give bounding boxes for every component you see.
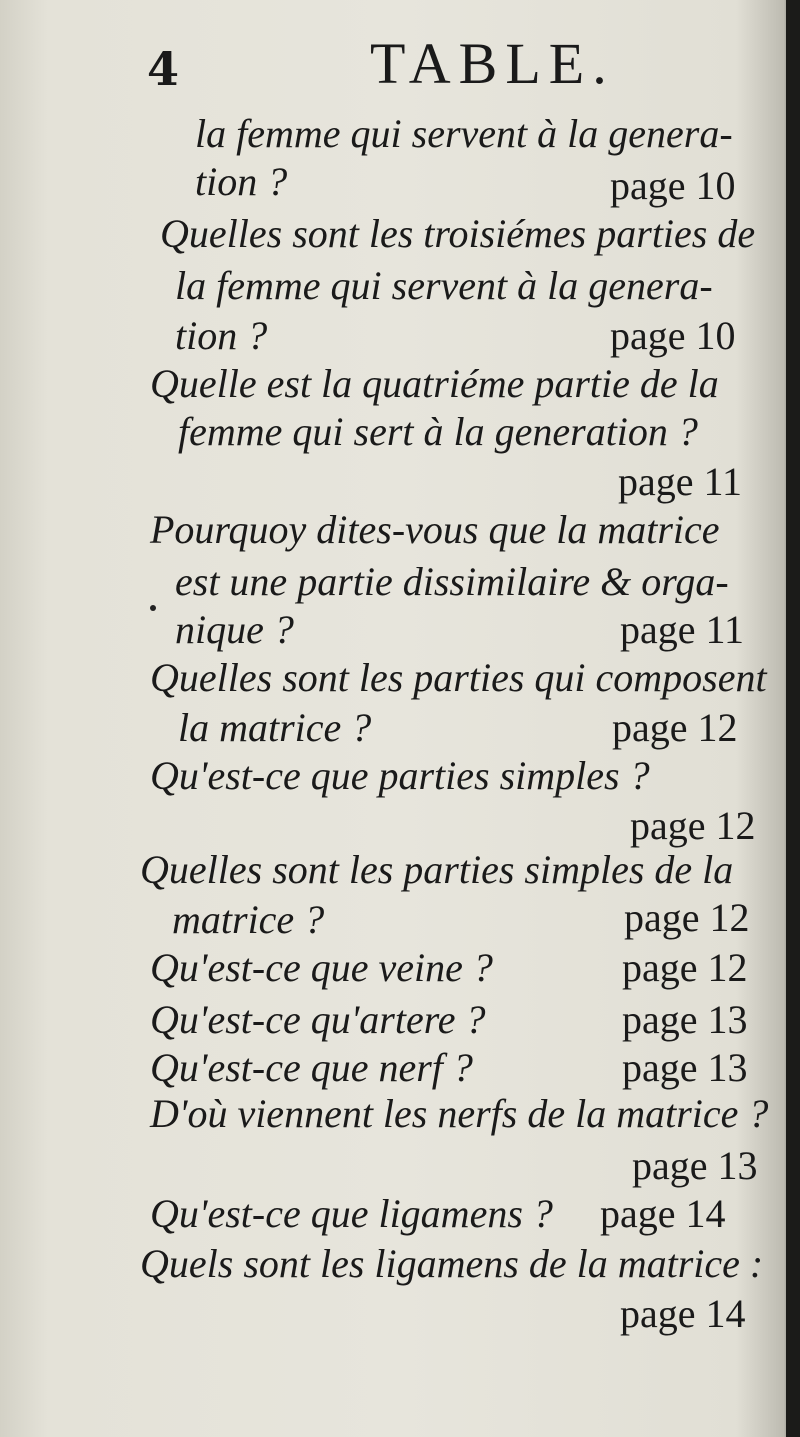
page-ref: page 13 — [622, 997, 748, 1042]
entry-line: tion ? — [195, 159, 288, 204]
entry-line: Qu'est-ce que ligamens ? — [150, 1191, 553, 1236]
ink-mark — [150, 605, 156, 611]
folio-number: 4 — [147, 42, 180, 96]
page-ref: page 10 — [610, 313, 736, 358]
page-ref: page 14 — [600, 1191, 726, 1236]
page-ref: page 11 — [620, 607, 745, 652]
entry-line: Quelles sont les troisiémes parties de — [160, 211, 756, 256]
page-ref: page 10 — [610, 163, 736, 208]
entry-line: femme qui sert à la generation ? — [178, 409, 698, 454]
entry-line: Quelle est la quatriéme partie de la — [150, 361, 719, 406]
entry-line: la femme qui servent à la genera- — [175, 263, 713, 308]
page-ref: page 12 — [612, 705, 738, 750]
entry-line: D'où viennent les nerfs de la matrice ? — [150, 1091, 769, 1136]
entry-line: Pourquoy dites-vous que la matrice — [150, 507, 720, 552]
page-ref: page 14 — [620, 1291, 746, 1336]
page-ref: page 13 — [622, 1045, 748, 1090]
entry-line: Quelles sont les parties simples de la — [140, 847, 734, 892]
entry-line: est une partie dissimilaire & orga- — [175, 559, 729, 604]
running-header: TABLE. — [370, 31, 615, 96]
entry-line: la matrice ? — [178, 705, 372, 750]
page-ref: page 11 — [618, 459, 743, 504]
entry-line: Qu'est-ce que veine ? — [150, 945, 493, 990]
entry-line: tion ? — [175, 313, 268, 358]
page-ref: page 13 — [632, 1143, 758, 1188]
entry-line: Qu'est-ce qu'artere ? — [150, 997, 486, 1042]
entry-line: la femme qui servent à la genera- — [195, 111, 733, 156]
entry-line: Qu'est-ce que nerf ? — [150, 1045, 473, 1090]
entry-line: nique ? — [175, 607, 294, 652]
page-ref: page 12 — [622, 945, 748, 990]
entry-line: Qu'est-ce que parties simples ? — [150, 753, 650, 798]
page-edge-shadow — [786, 0, 800, 1437]
page-ref: page 12 — [624, 895, 750, 940]
page-ref: page 12 — [630, 803, 756, 848]
entry-line: Quelles sont les parties qui composent — [150, 655, 767, 700]
entry-line: Quels sont les ligamens de la matrice : — [140, 1241, 764, 1286]
entry-line: matrice ? — [172, 897, 325, 942]
